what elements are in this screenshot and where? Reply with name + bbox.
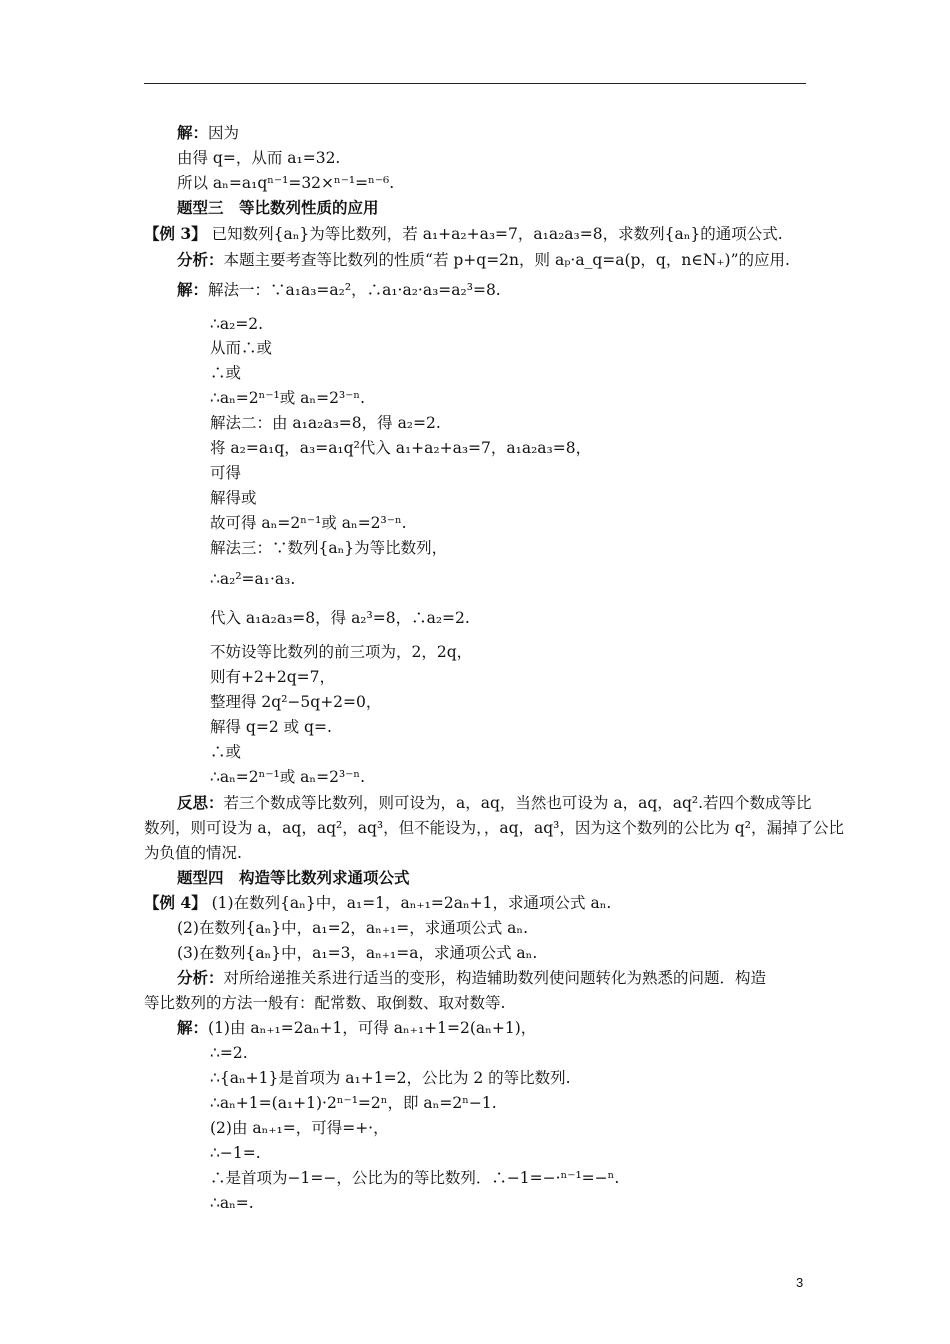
text-line bbox=[210, 1068, 571, 1088]
text-line bbox=[210, 488, 257, 508]
text-line bbox=[144, 993, 505, 1013]
text-line bbox=[210, 767, 365, 787]
text-line bbox=[144, 843, 242, 863]
bold-label: 解： bbox=[177, 1018, 209, 1037]
line-text: 对所给递推关系进行适当的变形，构造辅助数列使问题转化为熟悉的问题．构造 bbox=[223, 969, 767, 987]
text-line bbox=[210, 1043, 248, 1063]
text-line bbox=[177, 173, 394, 193]
line-text: 本题主要考查等比数列的性质“若 p+q=2n，则 aₚ·a_q=a(p，q，n∈N₊)”的应用. bbox=[223, 251, 790, 269]
text-line bbox=[210, 388, 365, 408]
bold-label: 分析： bbox=[177, 250, 224, 269]
text-line bbox=[210, 338, 272, 358]
bold-label: 解： bbox=[177, 280, 209, 299]
text-line bbox=[177, 148, 340, 168]
text-line bbox=[177, 943, 537, 963]
line-text: 代入 a₁a₂a₃=8，得 a₂³=8，∴a₂=2. bbox=[210, 609, 470, 627]
line-text: 数列，则可设为 a，aq，aq²，aq³，但不能设为，，aq，aq³，因为这个数列的公比为 q²，漏掉了公比 bbox=[144, 819, 844, 837]
line-text: ∴或 bbox=[210, 364, 242, 382]
line-text: 为负值的情况. bbox=[144, 844, 242, 862]
line-text: 解法三：∵数列{aₙ}为等比数列， bbox=[210, 539, 448, 557]
header-rule bbox=[144, 83, 806, 84]
line-text: (1)在数列{aₙ}中，a₁=1，aₙ₊₁=2aₙ+1，求通项公式 aₙ. bbox=[206, 894, 612, 912]
bold-label: 【例 4】 bbox=[144, 893, 207, 912]
text-line bbox=[210, 363, 241, 383]
line-text: ∴aₙ=. bbox=[210, 1194, 254, 1212]
text-line bbox=[210, 438, 591, 458]
text-line bbox=[210, 1118, 389, 1138]
text-line bbox=[177, 793, 812, 813]
line-text: ∴=2. bbox=[210, 1044, 248, 1062]
text-line bbox=[144, 893, 611, 913]
line-text: 解得或 bbox=[210, 489, 257, 507]
page-number: 3 bbox=[796, 1275, 804, 1290]
line-text: 可得 bbox=[210, 464, 242, 482]
text-line bbox=[177, 1018, 536, 1038]
text-line bbox=[177, 968, 766, 988]
text-line bbox=[210, 314, 263, 334]
line-text: 已知数列{aₙ}为等比数列，若 a₁+a₂+a₃=7，a₁a₂a₃=8，求数列{aₙ}的通项公式. bbox=[206, 225, 783, 243]
text-line bbox=[210, 642, 472, 662]
bold-label: 题型三 等比数列性质的应用 bbox=[177, 198, 379, 217]
text-line bbox=[210, 1193, 254, 1213]
text-line bbox=[177, 868, 410, 888]
line-text: (2)在数列{aₙ}中，a₁=2，aₙ₊₁=，求通项公式 aₙ. bbox=[177, 919, 529, 937]
line-text: 由得 q=，从而 a₁=32. bbox=[177, 149, 341, 167]
text-line bbox=[177, 918, 528, 938]
line-text: ∴a₂=2. bbox=[210, 315, 264, 333]
line-text: 将 a₂=a₁q，a₃=a₁q²代入 a₁+a₂+a₃=7，a₁a₂a₃=8， bbox=[210, 439, 592, 457]
text-line bbox=[144, 818, 844, 838]
bold-label: 题型四 构造等比数列求通项公式 bbox=[177, 868, 410, 887]
line-text: ∴aₙ=2ⁿ⁻¹或 aₙ=2³⁻ⁿ. bbox=[210, 389, 366, 407]
text-line bbox=[210, 569, 295, 589]
text-line bbox=[210, 513, 407, 533]
text-line bbox=[210, 538, 447, 558]
line-text: 故可得 aₙ=2ⁿ⁻¹或 aₙ=2³⁻ⁿ. bbox=[210, 514, 407, 532]
bold-label: 【例 3】 bbox=[144, 224, 207, 243]
line-text: ∴是首项为−1=−，公比为的等比数列．∴−1=−·ⁿ⁻¹=−ⁿ. bbox=[210, 1169, 620, 1187]
line-text: ∴或 bbox=[210, 743, 242, 761]
line-text: 解法二：由 a₁a₂a₃=8，得 a₂=2. bbox=[210, 414, 441, 432]
line-text: ∴−1=. bbox=[210, 1144, 261, 1162]
text-line bbox=[177, 280, 501, 300]
line-text: 因为 bbox=[208, 124, 240, 142]
line-text: ∴{aₙ+1}是首项为 a₁+1=2，公比为 2 的等比数列. bbox=[210, 1069, 571, 1087]
text-line bbox=[210, 717, 332, 737]
text-line bbox=[210, 667, 335, 687]
text-line bbox=[210, 692, 381, 712]
line-text: 若三个数成等比数列，则可设为，a，aq，当然也可设为 a，aq，aq².若四个数成等比 bbox=[223, 794, 812, 812]
line-text: ∴aₙ+1=(a₁+1)·2ⁿ⁻¹=2ⁿ，即 aₙ=2ⁿ−1. bbox=[210, 1094, 497, 1112]
text-line bbox=[177, 123, 239, 143]
line-text: (2)由 aₙ₊₁=，可得=+·， bbox=[210, 1119, 389, 1137]
text-line bbox=[210, 413, 441, 433]
text-line bbox=[177, 198, 379, 218]
line-text: 所以 aₙ=a₁qⁿ⁻¹=32×ⁿ⁻¹=ⁿ⁻⁶. bbox=[177, 174, 395, 192]
line-text: ∴aₙ=2ⁿ⁻¹或 aₙ=2³⁻ⁿ. bbox=[210, 768, 366, 786]
text-line bbox=[210, 608, 470, 628]
line-text: 不妨设等比数列的前三项为，2，2q， bbox=[210, 643, 473, 661]
line-text: 整理得 2q²−5q+2=0， bbox=[210, 693, 382, 711]
text-line bbox=[144, 224, 783, 244]
line-text: (3)在数列{aₙ}中，a₁=3，aₙ₊₁=a，求通项公式 aₙ. bbox=[177, 944, 538, 962]
line-text: ∴a₂²=a₁·a₃. bbox=[210, 570, 296, 588]
line-text: 等比数列的方法一般有：配常数、取倒数、取对数等. bbox=[144, 994, 506, 1012]
text-line bbox=[210, 463, 241, 483]
bold-label: 分析： bbox=[177, 968, 224, 987]
bold-label: 反思： bbox=[177, 793, 224, 812]
text-line bbox=[210, 1143, 261, 1163]
line-text: 从而∴或 bbox=[210, 339, 273, 357]
text-line bbox=[210, 1168, 619, 1188]
line-text: 则有+2+2q=7， bbox=[210, 668, 335, 686]
line-text: 解得 q=2 或 q=. bbox=[210, 718, 332, 736]
line-text: 解法一：∵a₁a₃=a₂²，∴a₁·a₂·a₃=a₂³=8. bbox=[208, 281, 501, 299]
bold-label: 解： bbox=[177, 123, 209, 142]
text-line bbox=[210, 1093, 497, 1113]
text-line bbox=[210, 742, 241, 762]
text-line bbox=[177, 250, 790, 270]
line-text: (1)由 aₙ₊₁=2aₙ+1，可得 aₙ₊₁+1=2(aₙ+1)， bbox=[208, 1019, 537, 1037]
